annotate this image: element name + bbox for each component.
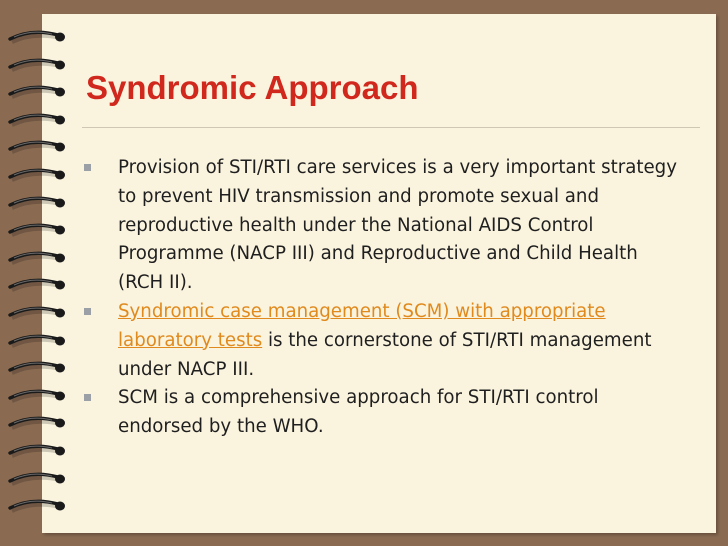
bullet-1-text: Provision of STI/RTI care services is a very important strategy to prevent HIV transmission and promote sexual and reproductive health under the National AIDS Control Programme (NACP III) and Reproductive and Child Health (RCH II).: [118, 157, 677, 294]
bullet-item-3: [78, 384, 683, 442]
spiral-ring-icon: [4, 221, 66, 243]
spiral-ring-icon: [4, 359, 66, 381]
spiral-ring-icon: [4, 442, 66, 464]
spiral-ring-icon: [4, 387, 66, 409]
spiral-ring-icon: [4, 166, 66, 188]
spiral-ring-icon: [4, 497, 66, 519]
spiral-ring-icon: [4, 276, 66, 298]
spiral-ring-icon: [4, 138, 66, 160]
title-divider: [82, 127, 700, 128]
spiral-ring-icon: [4, 414, 66, 436]
bullet-item-1: [78, 154, 683, 298]
scm-link[interactable]: Syndromic case management (SCM) with appropriate laboratory tests: [118, 300, 606, 351]
spiral-ring-icon: [4, 56, 66, 78]
square-bullet-icon: [84, 164, 91, 171]
spiral-ring-icon: [4, 194, 66, 216]
square-bullet-icon: [84, 308, 91, 315]
spiral-ring-icon: [4, 83, 66, 105]
bullet-item-2: [78, 298, 683, 384]
spiral-ring-icon: [4, 28, 66, 50]
bullet-list: [78, 154, 683, 442]
spiral-ring-icon: [4, 470, 66, 492]
spiral-ring-icon: [4, 111, 66, 133]
slide-title: Syndromic Approach: [86, 69, 419, 106]
spiral-ring-icon: [4, 304, 66, 326]
spiral-ring-icon: [4, 332, 66, 354]
spiral-ring-icon: [4, 249, 66, 271]
notebook-page: [42, 14, 716, 533]
bullet-2-text: is the cornerstone of STI/RTI management under NACP III.: [118, 329, 652, 380]
square-bullet-icon: [84, 394, 91, 401]
bullet-3-text: SCM is a comprehensive approach for STI/RTI control endorsed by the WHO.: [118, 387, 599, 438]
